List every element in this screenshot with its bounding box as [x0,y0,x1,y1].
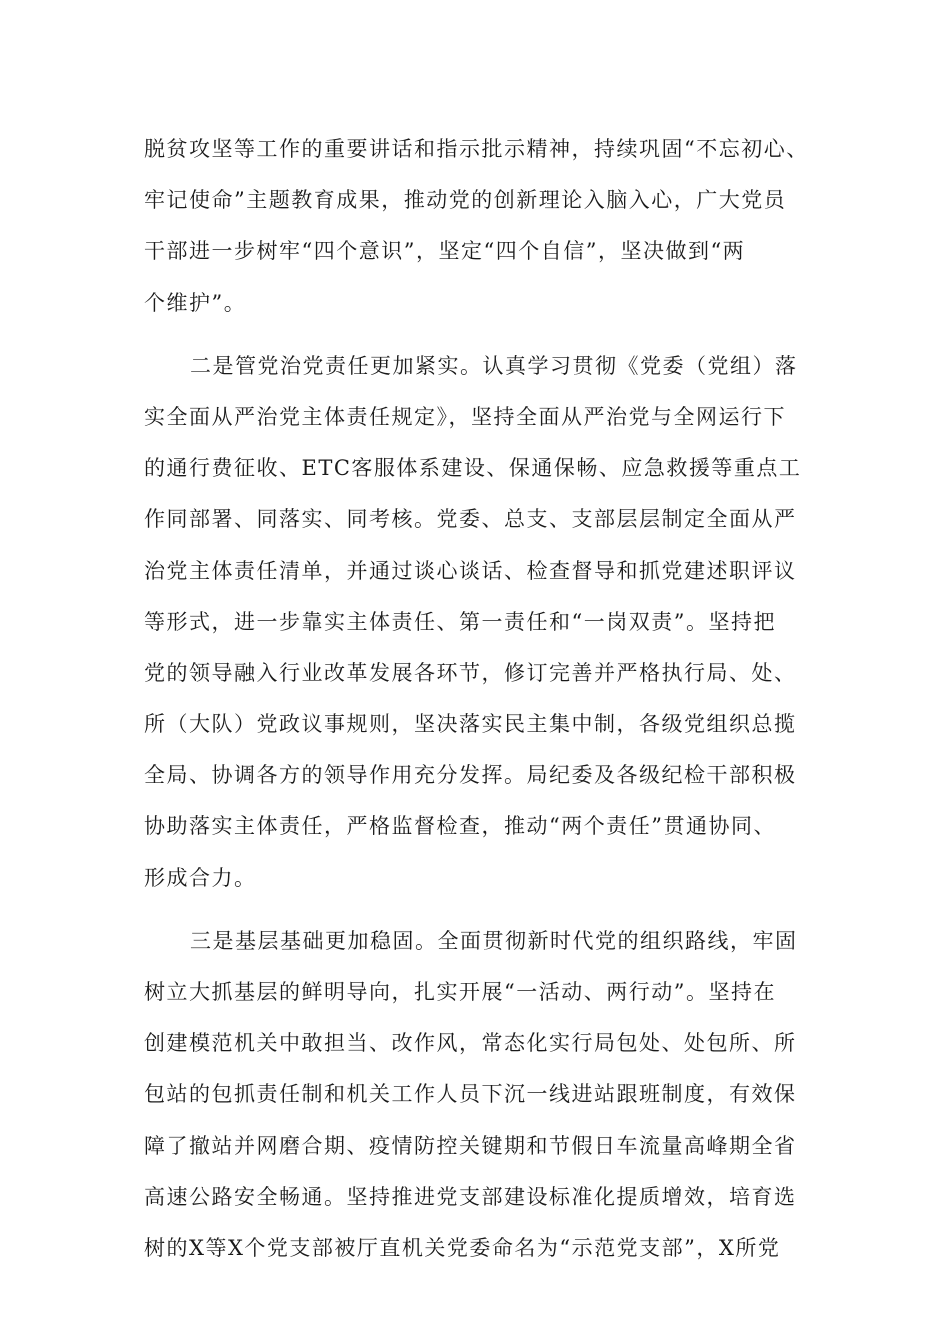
text-line: 高速公路安全畅通。坚持推进党支部建设标准化提质增效，培育选 [144,1184,797,1209]
paragraph-spacer [144,910,804,922]
paragraph-1 [144,130,809,335]
text-line: 个维护”。 [144,290,247,315]
text-line: 的通行费征收、ETC客服体系建设、保通保畅、应急救援等重点工 [144,456,802,481]
text-line: 树立大抓基层的鲜明导向，扎实开展“一活动、两行动”。坚持在 [144,980,776,1004]
text-line: 脱贫攻坚等工作的重要讲话和指示批示精神，持续巩固“不忘初心、 [144,137,809,161]
text-line: 包站的包抓责任制和机关工作人员下沉一线进站跟班制度，有效保 [144,1082,797,1107]
text-line: 实全面从严治党主体责任规定》，坚持全面从严治党与全网运行下 [144,404,786,429]
text-line: 治党主体责任清单，并通过谈心谈话、检查督导和抓党建述职评议 [144,558,797,583]
paragraph-2 [144,347,804,910]
text-line: 全局、协调各方的领导作用充分发挥。局纪委及各级纪检干部积极 [144,763,797,788]
text-line: 干部进一步树牢“四个意识”，坚定“四个自信”，坚决做到“两 [144,239,746,264]
paragraph-3 [144,922,804,1280]
text-line: 等形式，进一步靠实主体责任、第一责任和“一岗双责”。坚持把 [144,609,776,634]
text-line: 牢记使命”主题教育成果，推动党的创新理论入脑入心，广大党员 [144,188,787,213]
text-line: 树的X等X个党支部被厅直机关党委命名为“示范党支部”，X所党 [144,1235,781,1260]
document-body [144,130,809,1280]
text-line: 创建模范机关中敢担当、改作风，常态化实行局包处、处包所、所 [144,1031,797,1056]
text-line: 所（大队）党政议事规则，坚决落实民主集中制，各级党组织总揽 [144,712,797,737]
text-line: 党的领导融入行业改革发展各环节，修订完善并严格执行局、处、 [144,660,797,685]
text-line: 障了撤站并网磨合期、疫情防控关键期和节假日车流量高峰期全省 [144,1133,797,1158]
text-line: 形成合力。 [144,865,257,890]
text-line: 作同部署、同落实、同考核。党委、总支、支部层层制定全面从严 [144,507,797,532]
text-line: 协助落实主体责任，严格监督检查，推动“两个责任”贯通协同、 [144,814,776,839]
text-line: 二是管党治党责任更加紧实。认真学习贯彻《党委（党组）落 [190,353,798,378]
paragraph-spacer [144,335,804,347]
text-line: 三是基层基础更加稳固。全面贯彻新时代党的组织路线，牢固 [190,928,798,953]
